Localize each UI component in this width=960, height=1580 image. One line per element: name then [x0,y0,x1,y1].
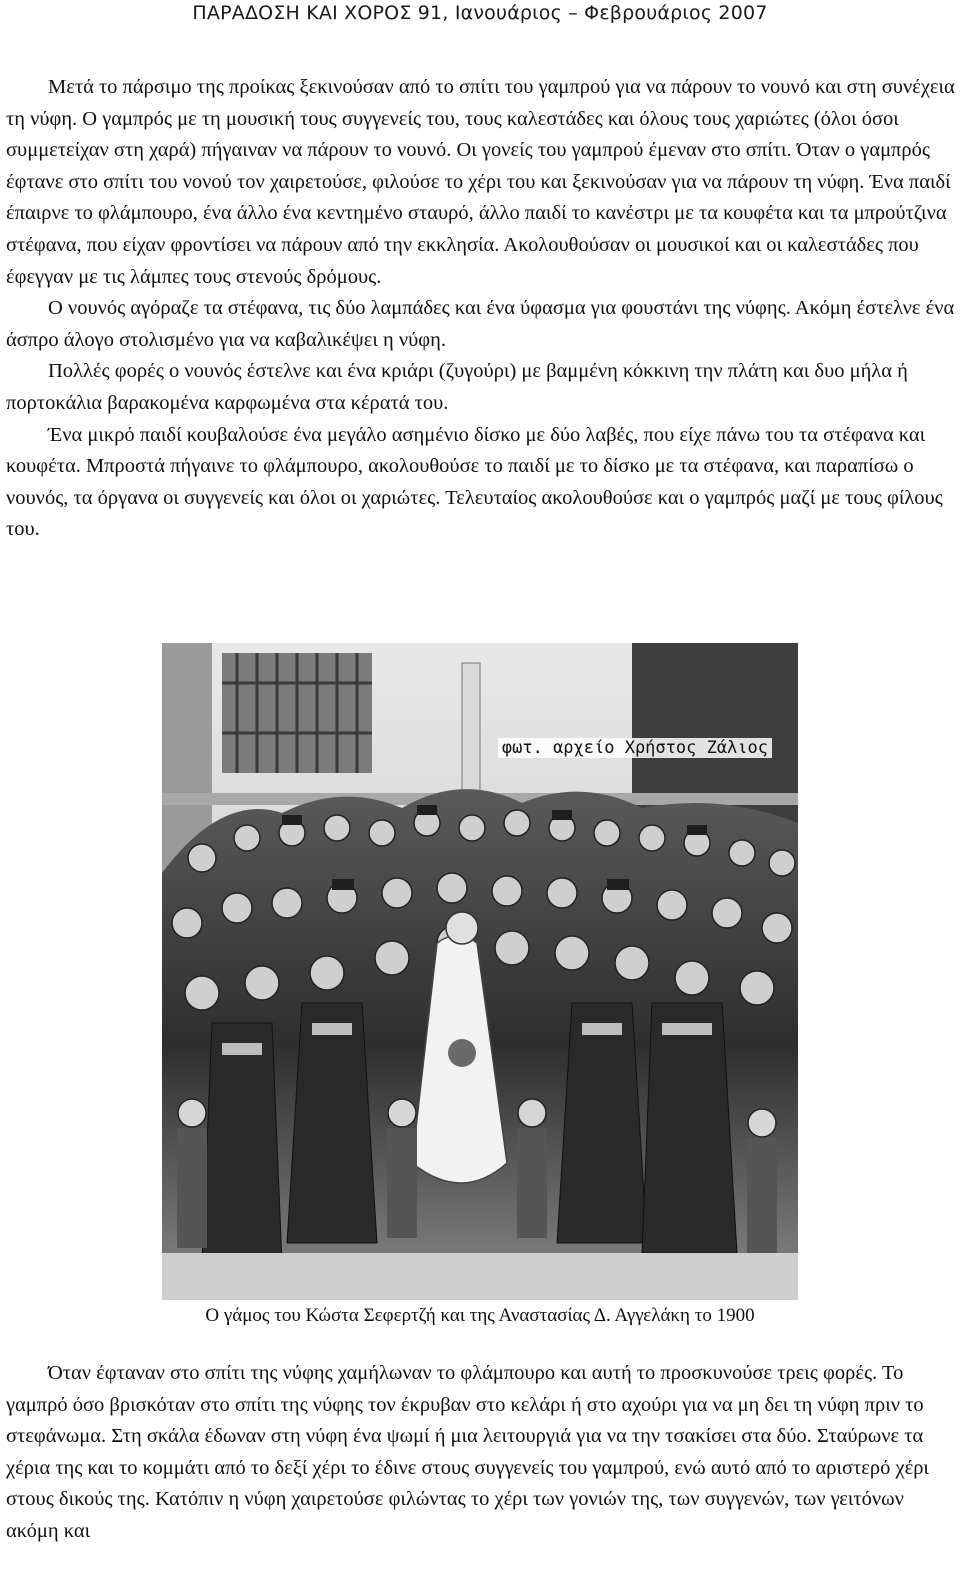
photo-caption: Ο γάμος του Κώστα Σεφερτζή και της Αναστασίας Δ. Αγγελάκη το 1900 [205,1305,755,1326]
paragraph: Μετά το πάρσιμο της προίκας ξεκινούσαν από το σπίτι του γαμπρού για να πάρουν το νουνό και στη συνέχεια τη νύφη. Ο γαμπρός με τη μουσική τους συγγενείς του, τους καλεστάδες και όλους τους χαριώτες (όλοι όσοι συμμετείχαν στη χαρά) πήγαιναν να πάρουν το νουνό. Οι γονείς του γαμπρού έμεναν στο σπίτι. Όταν ο γαμπρός έφτανε στο σπίτι του νονού τον χαιρετούσε, φιλούσε το χέρι του και ξεκινούσαν για να πάρουν τη νύφη. Ένα παιδί έπαιρνε το φλάμπουρο, ένα άλλο ένα κεντημένο σταυρό, άλλο παιδί το κανέστρι με τα κουφέτα και τα μπρούτζινα στέφανα, που είχαν φροντίσει να πάρουν από την εκκλησία. Ακολουθούσαν οι μουσικοί και οι καλεστάδες που έφεγγαν με τις λάμπες τους στενούς δρόμους. [6,76,955,288]
paragraph: Ένα μικρό παιδί κουβαλούσε ένα μεγάλο ασημένιο δίσκο με δύο λαβές, που είχε πάνω του τα στέφανα και κουφέτα. Μπροστά πήγαινε το φλάμπουρο, ακολουθούσε το παιδί με το δίσκο με τα στέφανα, και παραπίσω ο νουνός, τα όργανα οι συγγενείς και όλοι οι χαριώτες. Τελευταίος ακολουθούσε και ο γαμπρός μαζί με τους φίλους του. [6,423,943,541]
article-text-bottom [6,1358,956,1548]
article-text-top [6,72,956,546]
wedding-photo [162,643,798,1300]
paragraph: Πολλές φορές ο νουνός έστελνε και ένα κριάρι (ζυγούρι) με βαμμένη κόκκινη την πλάτη και δυο μήλα ή πορτοκάλια βαρακομένα καρφωμένα στα κέρατά του. [6,360,908,414]
photo-credit: φωτ. αρχείο Χρήστος Ζάλιος [498,738,772,758]
paragraph: Ο νουνός αγόραζε τα στέφανα, τις δύο λαμπάδες και ένα ύφασμα για φουστάνι της νύφης. Ακόμη έστελνε ένα άσπρο άλογο στολισμένο για να καβαλικέψει η νύφη. [6,297,955,351]
paragraph: Όταν έφταναν στο σπίτι της νύφης χαμήλωναν το φλάμπουρο και αυτή το προσκυνούσε τρεις φορές. Το γαμπρό όσο βρισκόταν στο σπίτι της νύφης τον έκρυβαν στο κελάρι ή στο αχούρι για να μη δει τη νύφη πριν το στεφάνωμα. Στη σκάλα έδωναν στη νύφη ένα ψωμί ή μια λειτουργιά για να την τσακίσει στα δύο. Σταύρωνε τα χέρια της και το κομμάτι από το δεξί χέρι το έδινε στους συγγενείς του γαμπρού, ενώ αυτό από το αριστερό χέρι στους δικούς της. Κατόπιν η νύφη χαιρετούσε φιλώντας το χέρι των γονιών της, των συγγενών, των γειτόνων ακόμη και [6,1362,929,1542]
page-header: ΠΑΡΑΔΟΣΗ ΚΑΙ ΧΟΡΟΣ 91, Ιανουάριος – Φεβρουάριος 2007 [192,2,768,24]
